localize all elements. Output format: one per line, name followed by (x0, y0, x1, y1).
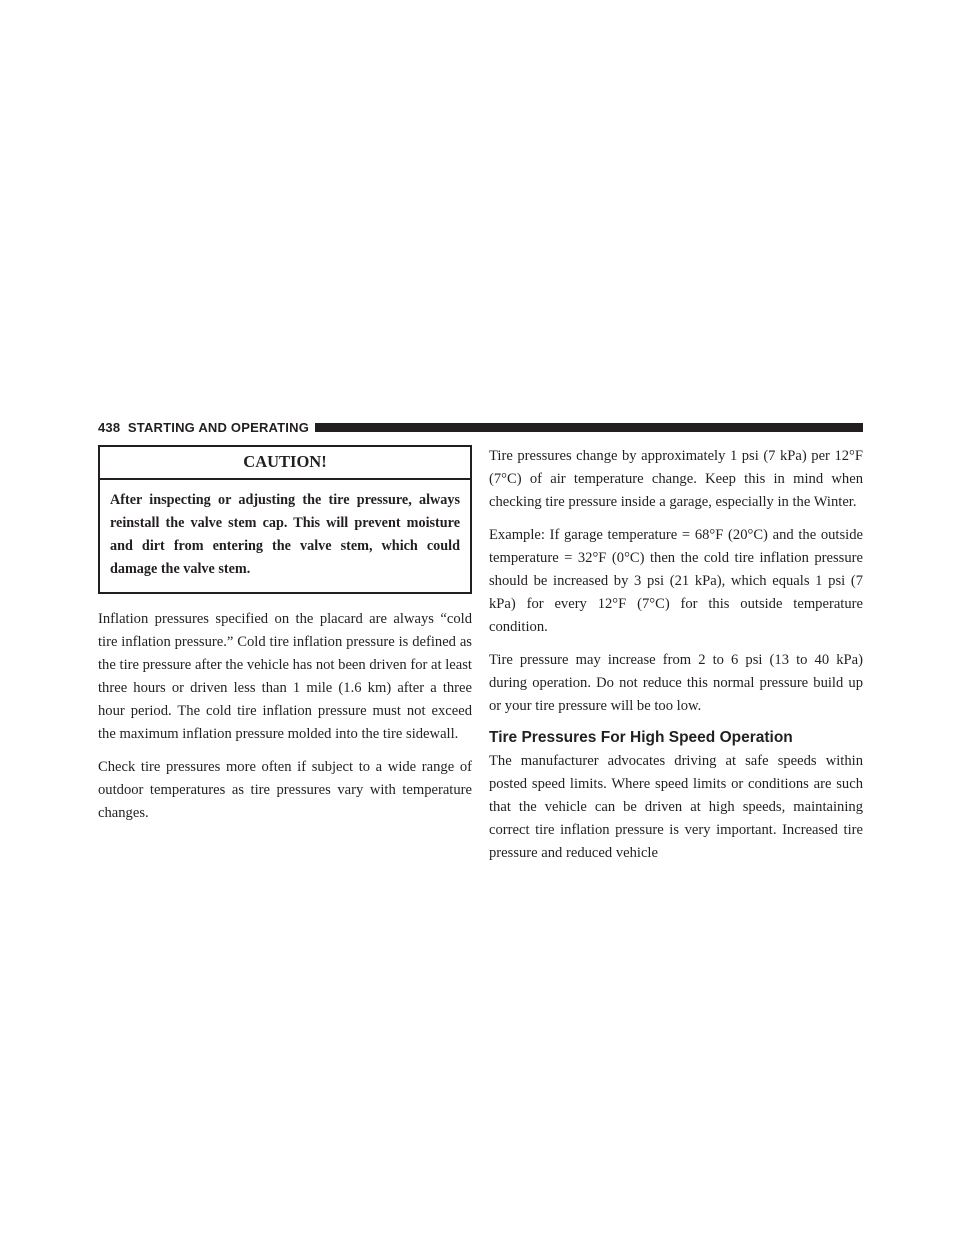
left-column (98, 445, 472, 835)
paragraph-cold-pressure: Inflation pressures specified on the placard are always “cold tire inflation pressure.” Cold tire inflation pressure is defined as the tire pressure after the vehicle has not been driven for at least three hours or driven less than 1 mile (1.6 km) after a three hour period. The cold tire inflation pressure must not exceed the maximum inflation pressure molded into the tire sidewall. (98, 611, 472, 742)
section-title: STARTING AND OPERATING (127, 419, 310, 435)
paragraph-check-often: Check tire pressures more often if subject to a wide range of outdoor temperatures as tire pressures vary with temperature changes. (98, 759, 472, 821)
caution-title: CAUTION! (100, 447, 470, 480)
paragraph-example: Example: If garage temperature = 68°F (20°C) and the outside temperature = 32°F (0°C) then the cold tire inflation pressure should be increased by 3 psi (21 kPa), which equals 1 psi (7 kPa) for every 12°F (7°C) for this outside temperature condition. (489, 527, 863, 635)
header-rule (315, 423, 863, 432)
page-header-text (98, 420, 315, 435)
subheading-high-speed: Tire Pressures For High Speed Operation (489, 729, 793, 746)
right-column (489, 445, 863, 865)
paragraph-high-speed: The manufacturer advocates driving at safe speeds within posted speed limits. Where speed limits or conditions are such that the vehicle can be driven at high speeds, maintaining correct tire inflation pressure is very important. Increased tire pressure and reduced vehicle (489, 753, 863, 861)
page-header (98, 417, 863, 437)
page-number: 438 (98, 419, 121, 435)
paragraph-pressure-change: Tire pressures change by approximately 1 psi (7 kPa) per 12°F (7°C) of air temperature change. Keep this in mind when checking tire pressure inside a garage, especially in the Winter. (489, 448, 863, 510)
caution-box (98, 445, 472, 594)
caution-body: After inspecting or adjusting the tire pressure, always reinstall the valve stem cap. This will prevent moisture and dirt from entering the valve stem, which could damage the valve stem. (110, 492, 460, 577)
paragraph-operation-increase: Tire pressure may increase from 2 to 6 psi (13 to 40 kPa) during operation. Do not reduce this normal pressure build up or your tire pressure will be too low. (489, 652, 863, 714)
